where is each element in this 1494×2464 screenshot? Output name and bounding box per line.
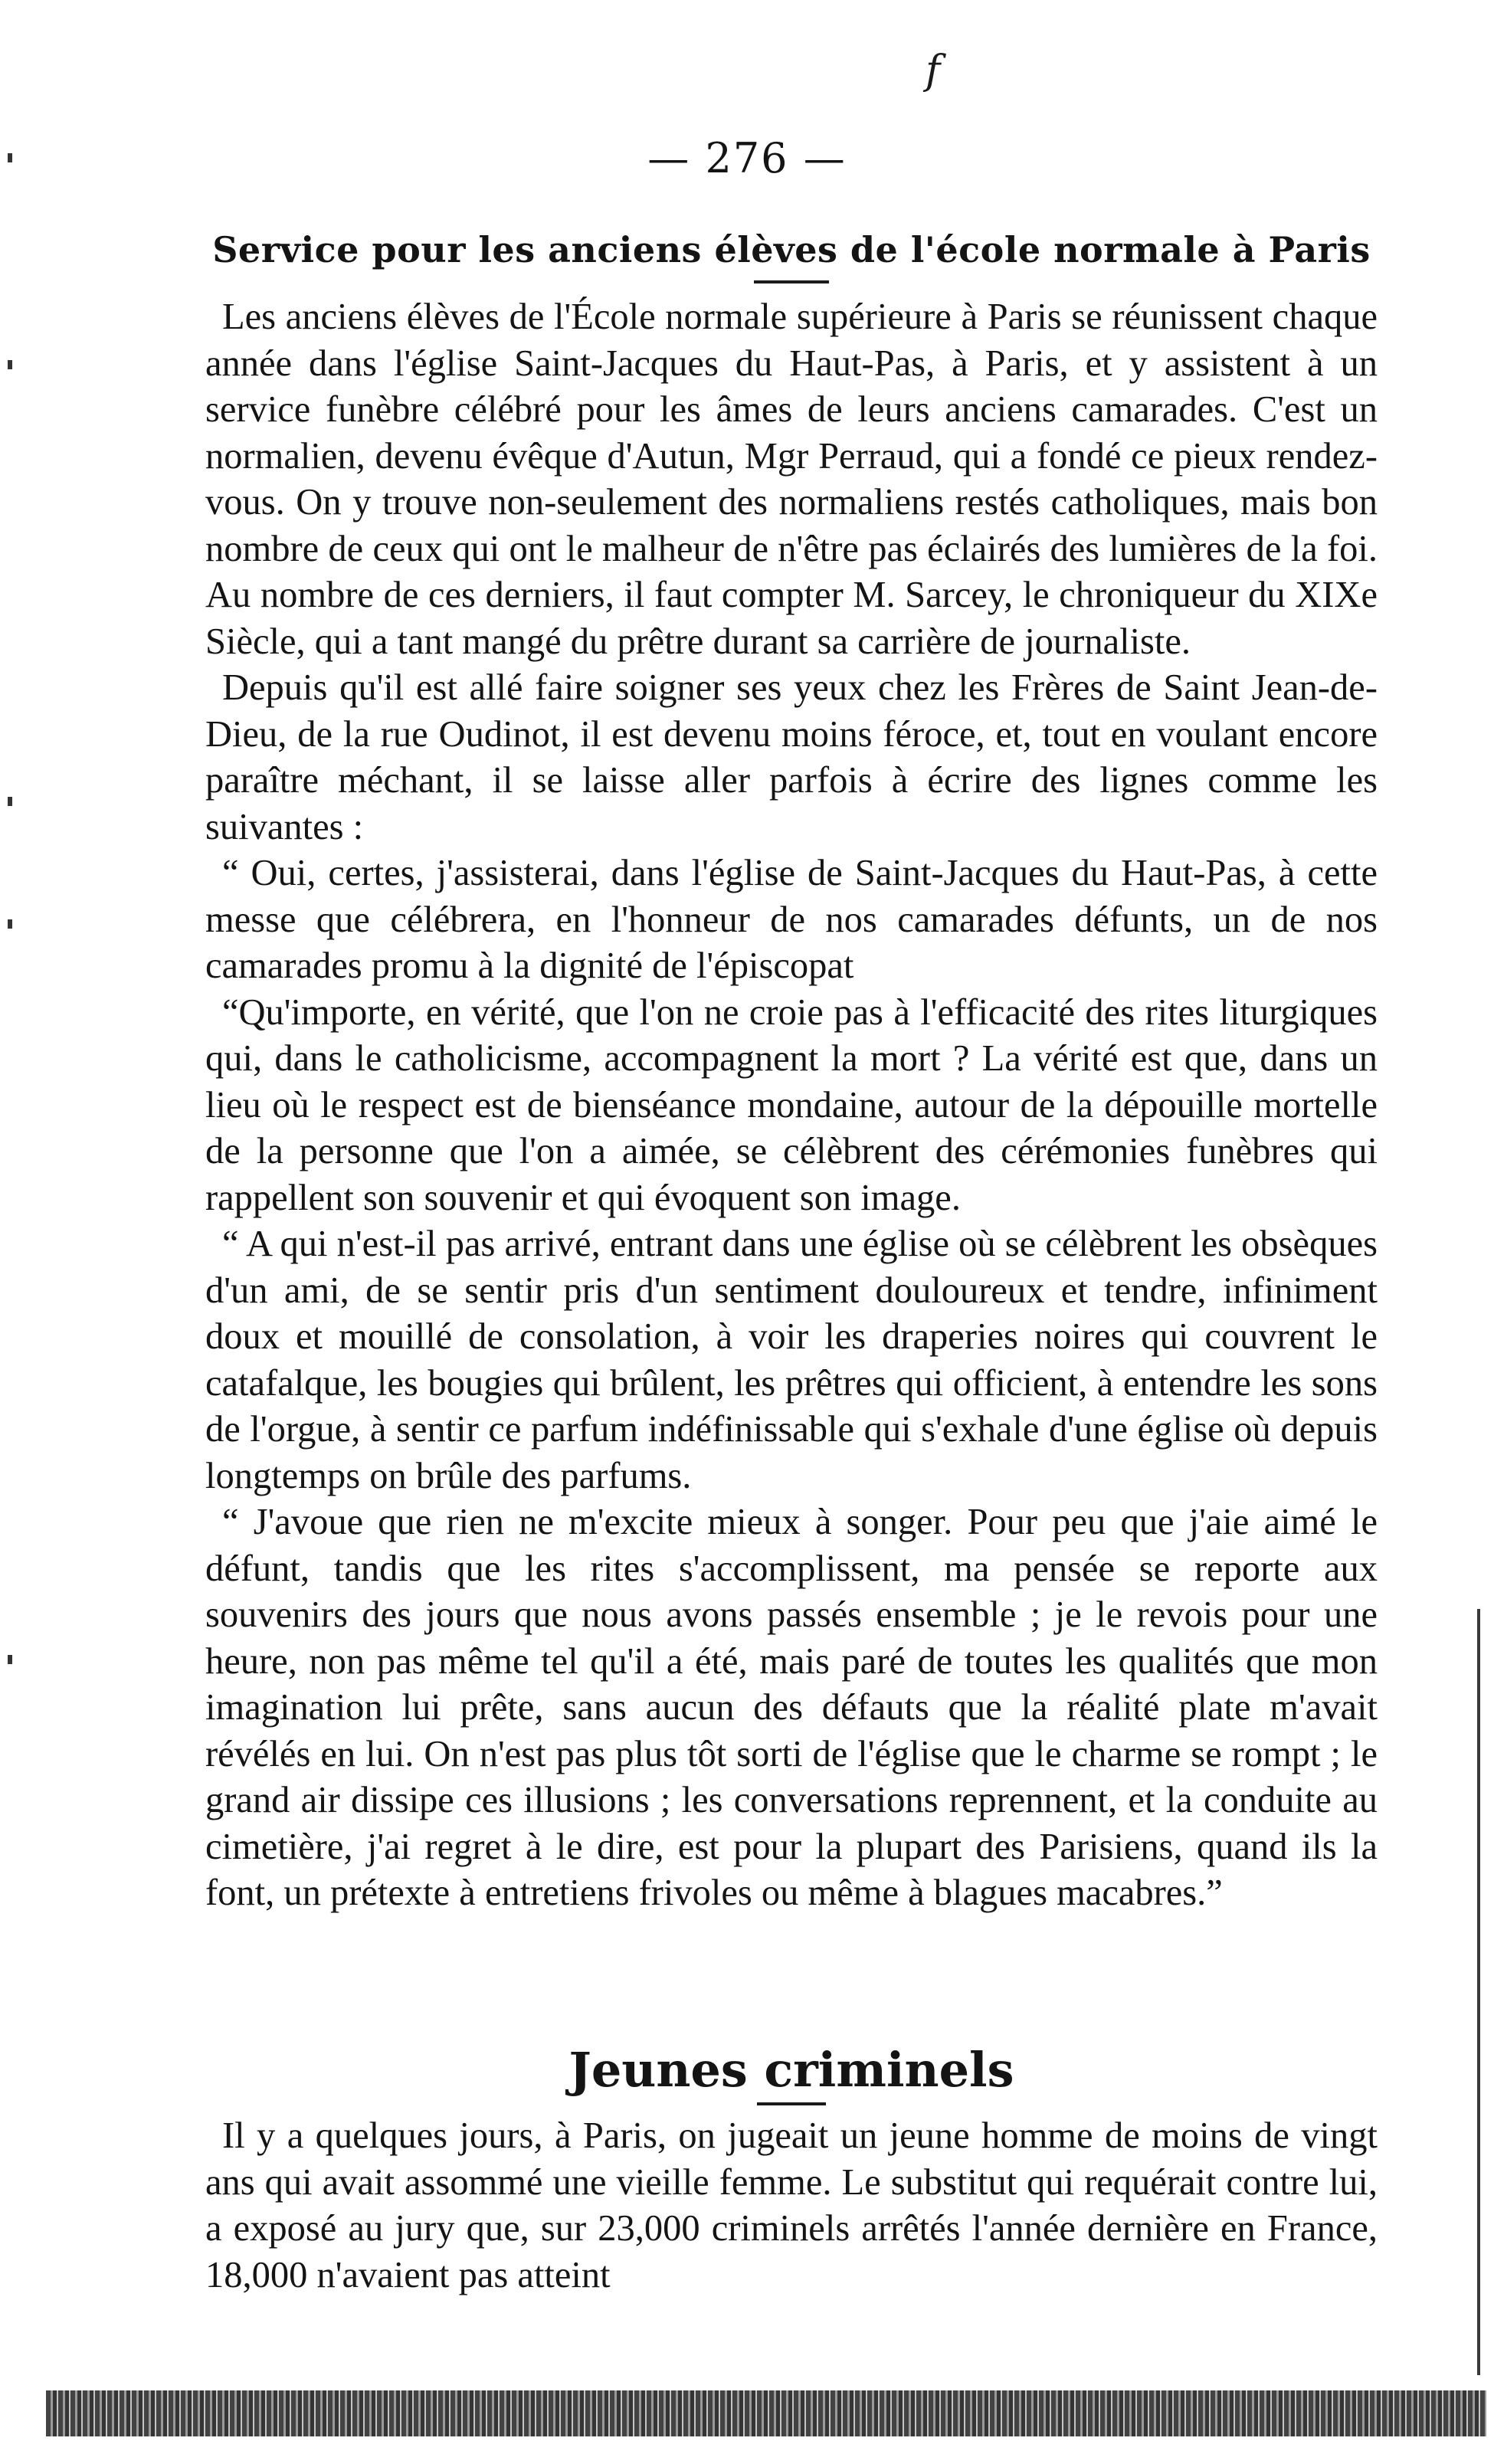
- page-edge-line: [1477, 1609, 1480, 2375]
- paragraph: “ Oui, certes, j'assisterai, dans l'église de Saint-Jacques du Haut-Pas, à cette messe que célébrera, en l'honneur de nos camarades défunts, un de nos camarades promu à la dignité de l'épiscopat: [205, 853, 1378, 986]
- margin-speck: [8, 797, 12, 806]
- section-jeunes-criminels: [205, 2038, 1378, 2299]
- paragraph: Depuis qu'il est allé faire soigner ses yeux chez les Frères de Saint Jean-de-Dieu, de la rue Oudinot, il est devenu moins féroce, et, tout en voulant encore paraître méchant, il se laisse aller parfois à écrire des lignes comme les suivantes :: [205, 667, 1378, 847]
- title-rule: [757, 2102, 826, 2105]
- page-number: — 276 —: [647, 134, 847, 182]
- margin-speck: [8, 1655, 12, 1664]
- margin-speck: [8, 919, 12, 929]
- paragraph: “ A qui n'est-il pas arrivé, entrant dans une église où se célèbrent les obsèques d'un ami, de se sentir pris d'un sentiment douloureux et tendre, infiniment doux et mouillé de consolation, à voir les draperies noires qui couvrent le catafalque, les bougies qui brûlent, les prêtres qui officient, à entendre les sons de l'orgue, à sentir ce parfum indéfinissable qui s'exhale d'une église où depuis longtemps on brûle des parfums.: [205, 1224, 1378, 1496]
- paragraph: “ J'avoue que rien ne m'excite mieux à songer. Pour peu que j'aie aimé le défunt, tandis que les rites s'accomplissent, ma pensée se reporte aux souvenirs des jours que nous avons passés ensemble ; je le revois pour une heure, non pas même tel qu'il a été, mais paré de toutes les qualités que mon imagination lui prête, sans aucun des défauts que la réalité plate m'avait révélés en lui. On n'est pas plus tôt sorti de l'église que le charme se rompt ; le grand air dissipe ces illusions ; les conversations reprennent, et la conduite au cimetière, j'ai regret à le dire, est pour la plupart des Parisiens, quand ils la font, un prétexte à entretiens frivoles ou même à blagues macabres.”: [205, 1502, 1378, 1913]
- scan-artifact-bar: [46, 2390, 1486, 2436]
- margin-speck: [8, 360, 12, 369]
- paragraph: Les anciens élèves de l'École normale supérieure à Paris se réunissent chaque année dans l'église Saint-Jacques du Haut-Pas, à Paris, et y assistent à un service funèbre célébré pour les âmes de leurs anciens camarades. C'est un normalien, devenu évêque d'Autun, Mgr Perraud, qui a fondé ce pieux rendez-vous. On y trouve non-seulement des normaliens restés catholiques, mais bon nombre de ceux qui ont le malheur de n'être pas éclairés des lumières de la foi. Au nombre de ces derniers, il faut compter M. Sarcey, le chroniqueur du XIXe Siècle, qui a tant mangé du prêtre durant sa carrière de journaliste.: [205, 297, 1378, 662]
- paragraph: Il y a quelques jours, à Paris, on jugeait un jeune homme de moins de vingt ans qui avait assommé une vieille femme. Le substitut qui requérait contre lui, a exposé au jury que, sur 23,000 criminels arrêtés l'année dernière en France, 18,000 n'avaient pas atteint: [205, 2115, 1378, 2295]
- paragraph: “Qu'importe, en vérité, que l'on ne croie pas à l'efficacité des rites liturgiques qui, dans le catholicisme, accompagnent la mort ? La vérité est que, dans un lieu où le respect est de bienséance mondaine, autour de la dépouille mortelle de la personne que l'on a aimée, se célèbrent des cérémonies funèbres qui rappellent son souvenir et qui évoquent son image.: [205, 991, 1378, 1218]
- title-rule: [754, 280, 829, 283]
- section-title: Service pour les anciens élèves de l'école normale à Paris: [212, 229, 1371, 270]
- corner-pencil-mark: f: [926, 48, 941, 93]
- section-service: [205, 227, 1378, 1917]
- section-title: Jeunes criminels: [568, 2042, 1014, 2098]
